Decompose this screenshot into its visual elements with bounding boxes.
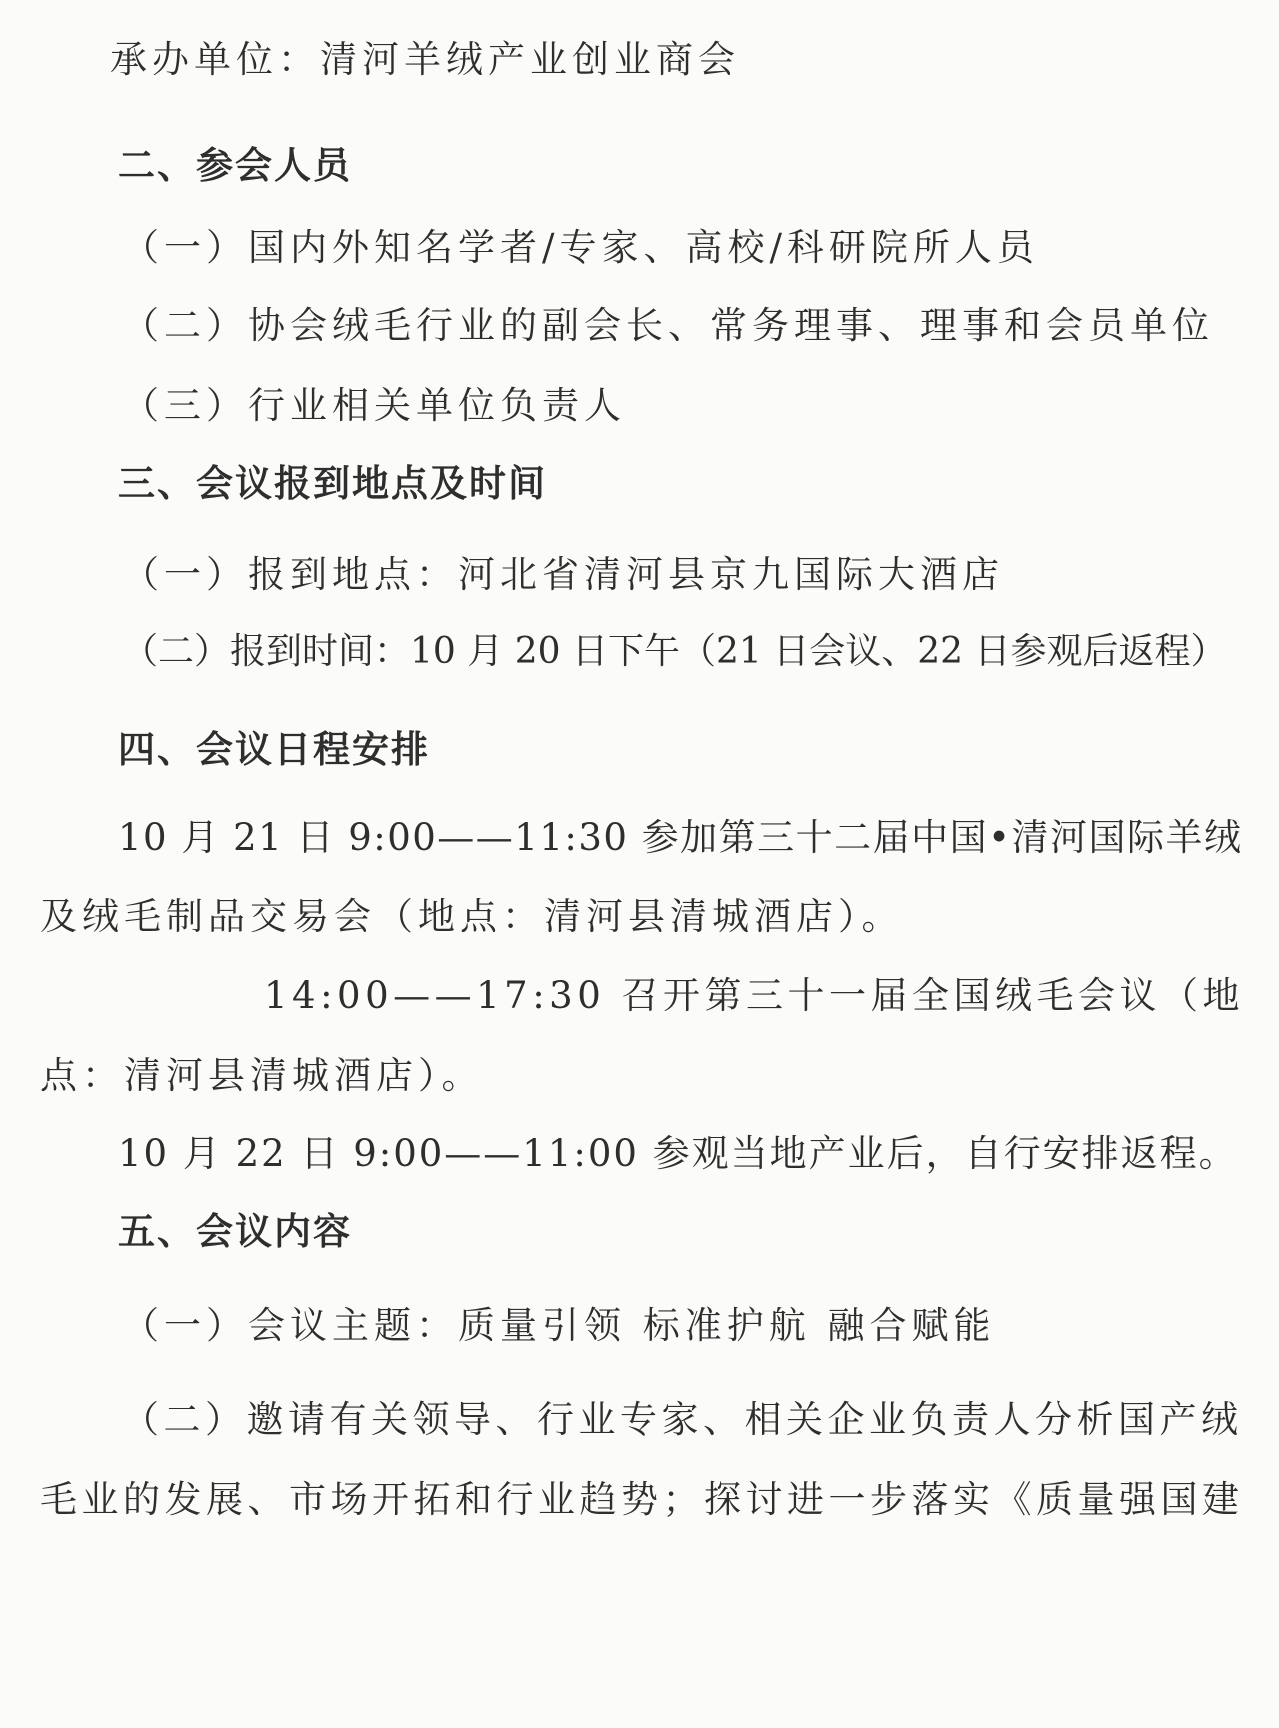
content-line-2: （二）邀请有关领导、行业专家、相关企业负责人分析国产绒 xyxy=(122,1398,1243,1441)
section-5-heading: 五、会议内容 xyxy=(118,1210,352,1253)
content-line-3: 毛业的发展、市场开拓和行业趋势；探讨进一步落实《质量强国建 xyxy=(40,1478,1244,1521)
schedule-line-4: 点：清河县清城酒店）。 xyxy=(40,1054,484,1097)
section-3-item-2: （二）报到时间：10 月 20 日下午（21 日会议、22 日参观后返程） xyxy=(122,631,1227,672)
schedule-line-2: 及绒毛制品交易会（地点：清河县清城酒店）。 xyxy=(40,895,904,938)
schedule-line-5: 10 月 22 日 9:00——11:00 参观当地产业后，自行安排返程。 xyxy=(118,1132,1238,1175)
content-line-1: （一）会议主题：质量引领 标准护航 融合赋能 xyxy=(122,1304,996,1347)
section-2-item-1: （一）国内外知名学者/专家、高校/科研院所人员 xyxy=(122,226,1039,269)
schedule-line-1: 10 月 21 日 9:00——11:30 参加第三十二届中国•清河国际羊绒 xyxy=(118,816,1243,859)
section-2-item-3: （三）行业相关单位负责人 xyxy=(122,384,626,427)
organizer-line: 承办单位：清河羊绒产业创业商会 xyxy=(110,38,740,81)
schedule-line-3: 14:00——17:30 召开第三十一届全国绒毛会议（地 xyxy=(264,974,1245,1017)
section-3-heading: 三、会议报到地点及时间 xyxy=(118,462,547,505)
section-4-heading: 四、会议日程安排 xyxy=(118,728,430,771)
section-3-item-1: （一）报到地点：河北省清河县京九国际大酒店 xyxy=(122,553,1004,596)
section-2-item-2: （二）协会绒毛行业的副会长、常务理事、理事和会员单位 xyxy=(122,304,1214,347)
section-2-heading: 二、参会人员 xyxy=(118,144,352,187)
